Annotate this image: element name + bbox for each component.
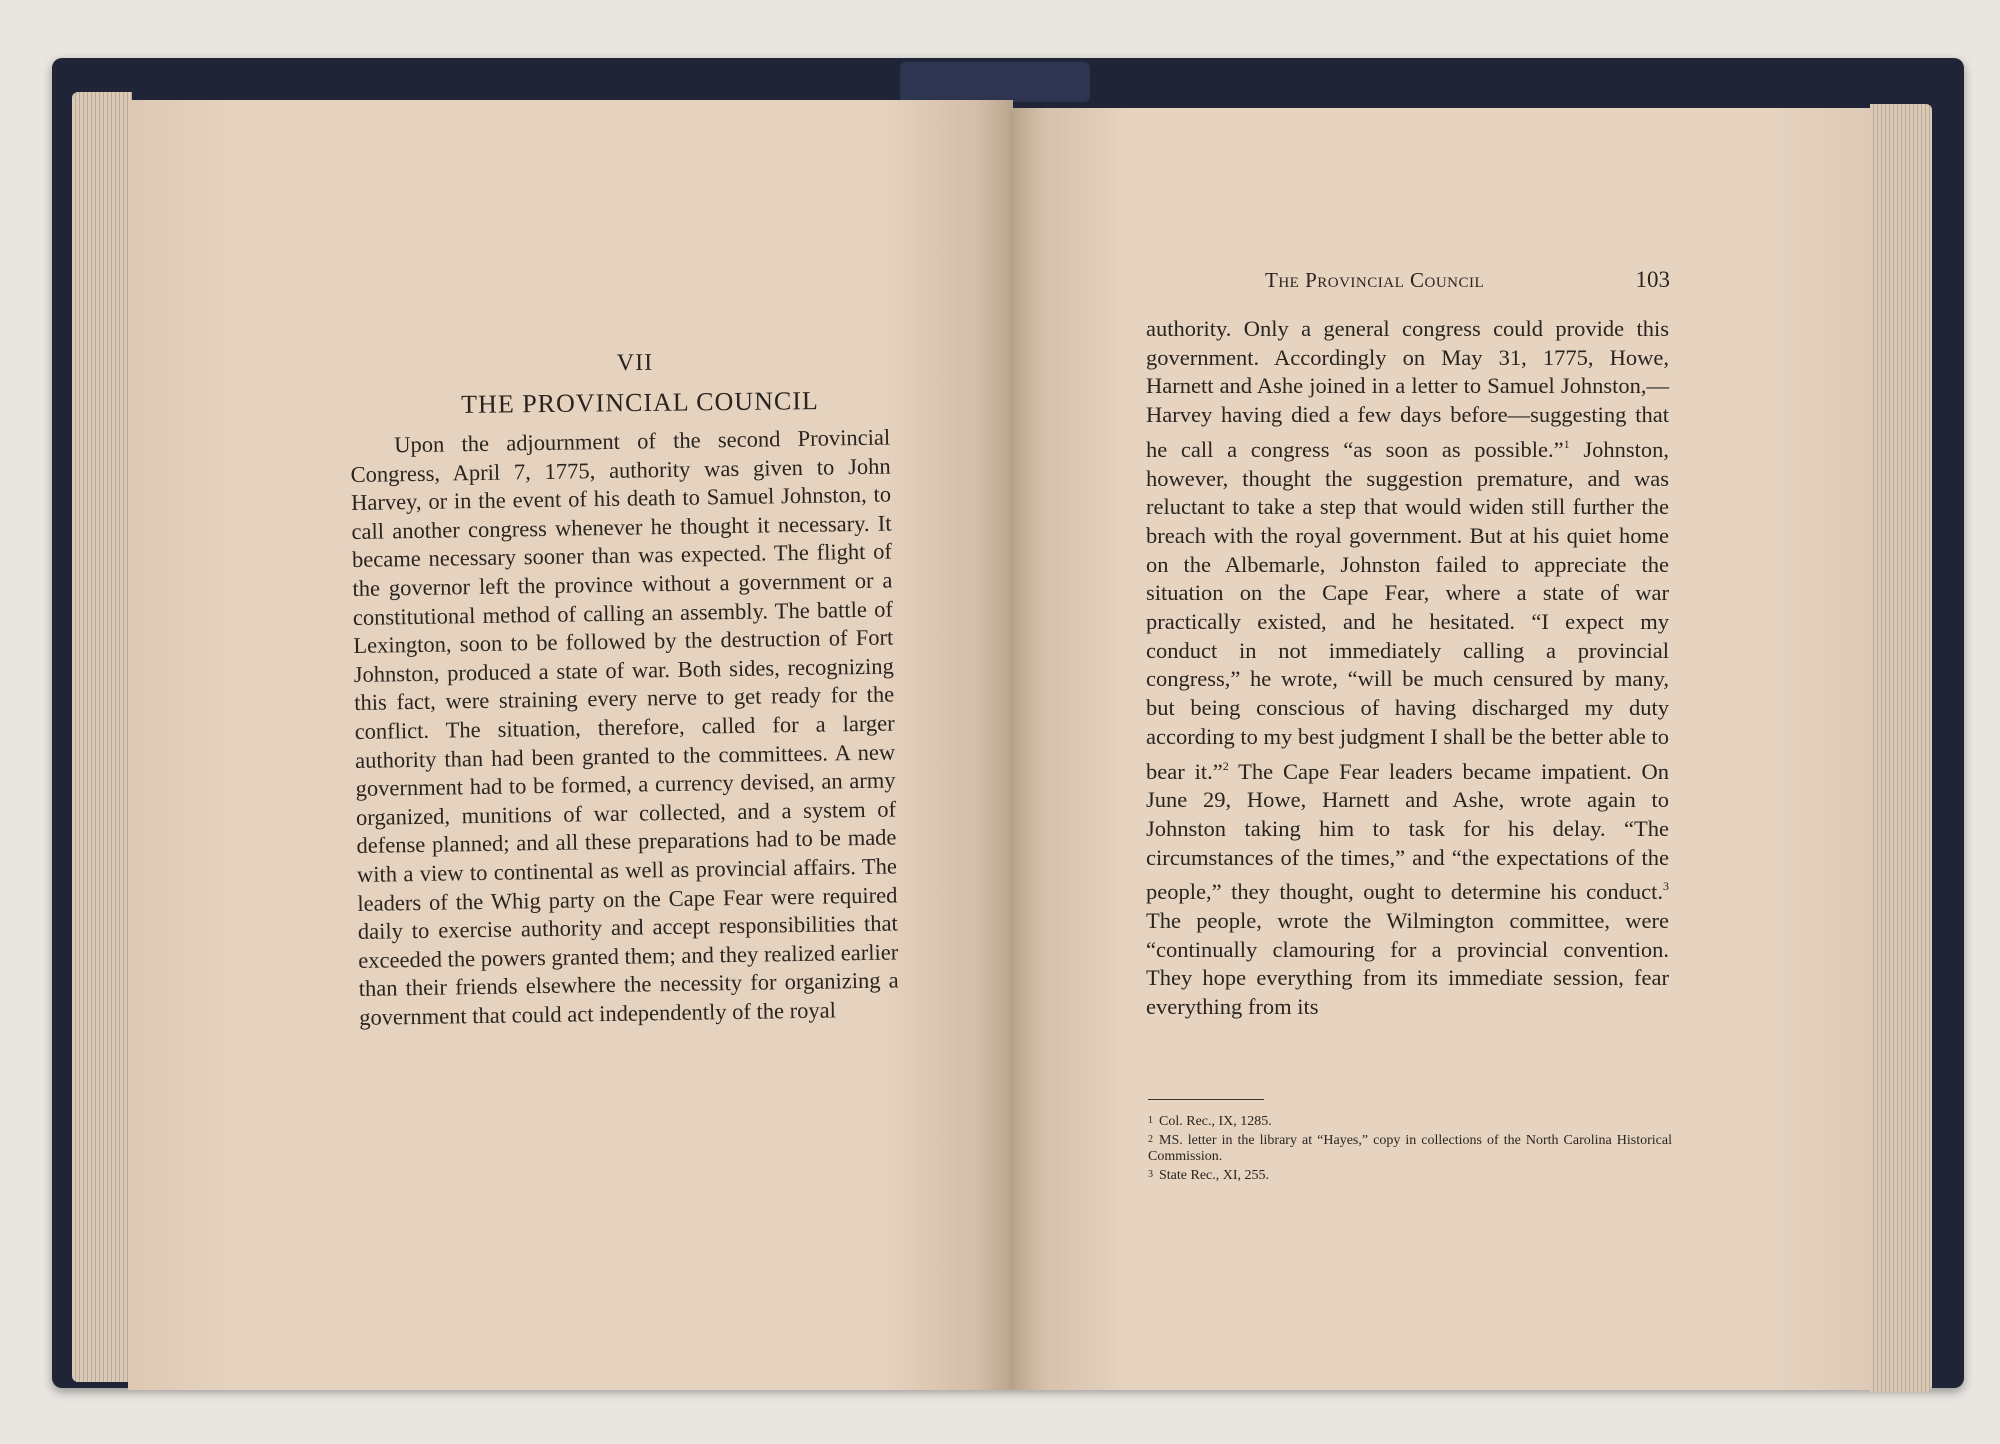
body-text: authority. Only a general congress could provide this government. Accordingly on May 31, 1775, Howe, Harnett and Ashe joined in a letter to Samuel Johnston,—Harvey having died a few days before—suggesting that he call a congress “as soon as possible.” [1146,316,1669,462]
footnote-text: State Rec., XI, 255. [1159,1168,1270,1183]
footnote-divider [1148,1099,1264,1100]
left-page-paragraph: Upon the adjournment of the second Provincial Congress, April 7, 1775, authority was given to John Harvey, or in the event of his death to Samuel Johnston, to call another congress whenever he thought it necessary. It became necessary sooner than was expected. The flight of the governor left the province without a government or a constitutional method of calling an assembly. The battle of Lexington, soon to be followed by the destruction of Fort Johnston, produced a state of war. Both sides, recognizing this fact, were straining every nerve to get ready for the conflict. The situation, therefore, called for a larger authority than had been granted to the committees. A new government had to be formed, a currency devised, an army organized, munitions of war collected, and a system of defense planned; and all these preparations had to be made with a view to continental as well as provincial affairs. The leaders of the Whig party on the Cape Fear were required daily to exercise authority and accept responsibilities that exceeded the powers granted them; and they realized earlier than their friends elsewhere the necessity for organizing a government that could act independently of the royal [350,424,899,1030]
footnote-reference: 3 [1663,879,1669,894]
body-text: The Cape Fear leaders became impatient. On June 29, Howe, Harnett and Ashe, wrote again to Johnston taking him to task for his delay. “The circumstances of the times,” and “the expectations of the people,” they thought, ought to determine his conduct. [1146,758,1669,905]
body-text: Johnston, however, thought the suggestion premature, and was reluctant to take a step that would widen still further the breach with the royal government. But at his quiet home on the Albemarle, Johnston failed to appreciate the situation on the Cape Fear, where a state of war practically existed, and he hesitated. “I expect my conduct in not immediately calling a provincial congress,” he wrote, “will be much censured by many, but being conscious of having discharged my duty according to my best judgment I shall be the better able to bear it.” [1146,436,1669,784]
right-page-edges [1870,104,1932,1392]
footnote-text: MS. letter in the library at “Hayes,” copy in collections of the North Carolina Historical Commission. [1148,1133,1672,1164]
footnote [1148,1132,1672,1165]
footnote-number: 2 [1148,1134,1153,1145]
footnote [1148,1167,1672,1184]
body-text: The people, wrote the Wilmington committee, were “continually clamouring for a provincial convention. They hope everything from its immediate session, fear everything from its [1146,908,1669,1020]
footnote-reference: 1 [1563,436,1570,451]
chapter-title: THE PROVINCIAL COUNCIL [461,386,819,419]
page-number: 103 [1635,267,1670,292]
running-head: The Provincial Council [1265,268,1485,292]
chapter-number: VII [616,349,654,377]
footnote [1148,1113,1672,1130]
footnote-text: Col. Rec., IX, 1285. [1159,1114,1272,1129]
footnotes [1148,1113,1672,1186]
book-spine [900,62,1090,102]
right-page-body [1146,315,1669,1022]
footnote-number: 3 [1148,1169,1153,1180]
footnote-reference: 2 [1222,758,1229,773]
right-page-paragraph [1146,315,1669,1022]
left-page-edges [72,92,132,1382]
footnote-number: 1 [1148,1115,1153,1126]
